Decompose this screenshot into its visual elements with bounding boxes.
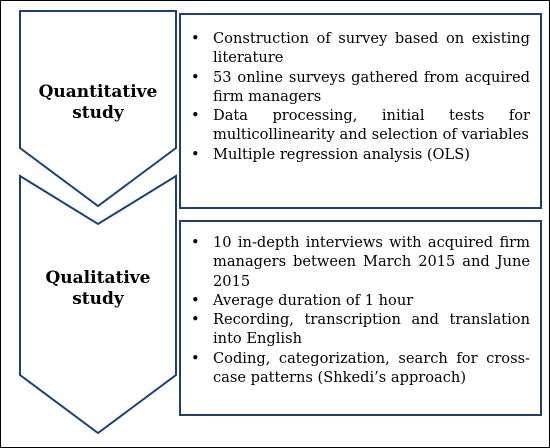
bullet-icon: • [191,107,200,125]
list-item-text: Data processing, initial tests for multicollinearity and selection of variables [213,107,530,144]
stage-label-line1: Quantitative [38,82,158,102]
list-item-text: 53 online surveys gathered from acquired firm managers [213,68,530,105]
list-item [181,310,540,349]
list-item [181,68,540,107]
qualitative-details-box [179,220,542,416]
bullet-icon: • [191,311,200,329]
list-item [181,349,540,388]
list-item-text: Multiple regression analysis (OLS) [213,145,470,163]
bullet-icon: • [191,234,200,251]
list-item [181,233,540,291]
stage-label-line2: study [72,103,124,123]
list-item-text: Coding, categorization, search for cross-case patterns (Shkedi’s approach) [213,349,530,387]
list-item [181,145,540,164]
bullet-icon: • [191,349,200,367]
list-item-text: Recording, transcription and translation into English [213,311,530,348]
bullet-icon: • [191,30,200,47]
list-item-text: 10 in-depth interviews with acquired firm managers between March 2015 and June 2015 [213,234,530,290]
quantitative-bullet-list [181,29,540,164]
list-item-text: Construction of survey based on existing literature [213,30,530,67]
bullet-icon: • [191,291,200,309]
stage-label-quantitative [18,82,178,124]
qualitative-bullet-list [181,233,540,387]
stage-label-line1: Qualitative [45,268,151,288]
bullet-icon: • [191,145,200,163]
list-item [181,29,540,68]
stage-label-qualitative [18,268,178,310]
list-item-text: Average duration of 1 hour [213,291,414,309]
bullet-icon: • [191,68,200,86]
list-item [181,106,540,145]
list-item [181,291,540,310]
stage-label-line2: study [72,289,124,309]
quantitative-details-box [179,13,542,209]
